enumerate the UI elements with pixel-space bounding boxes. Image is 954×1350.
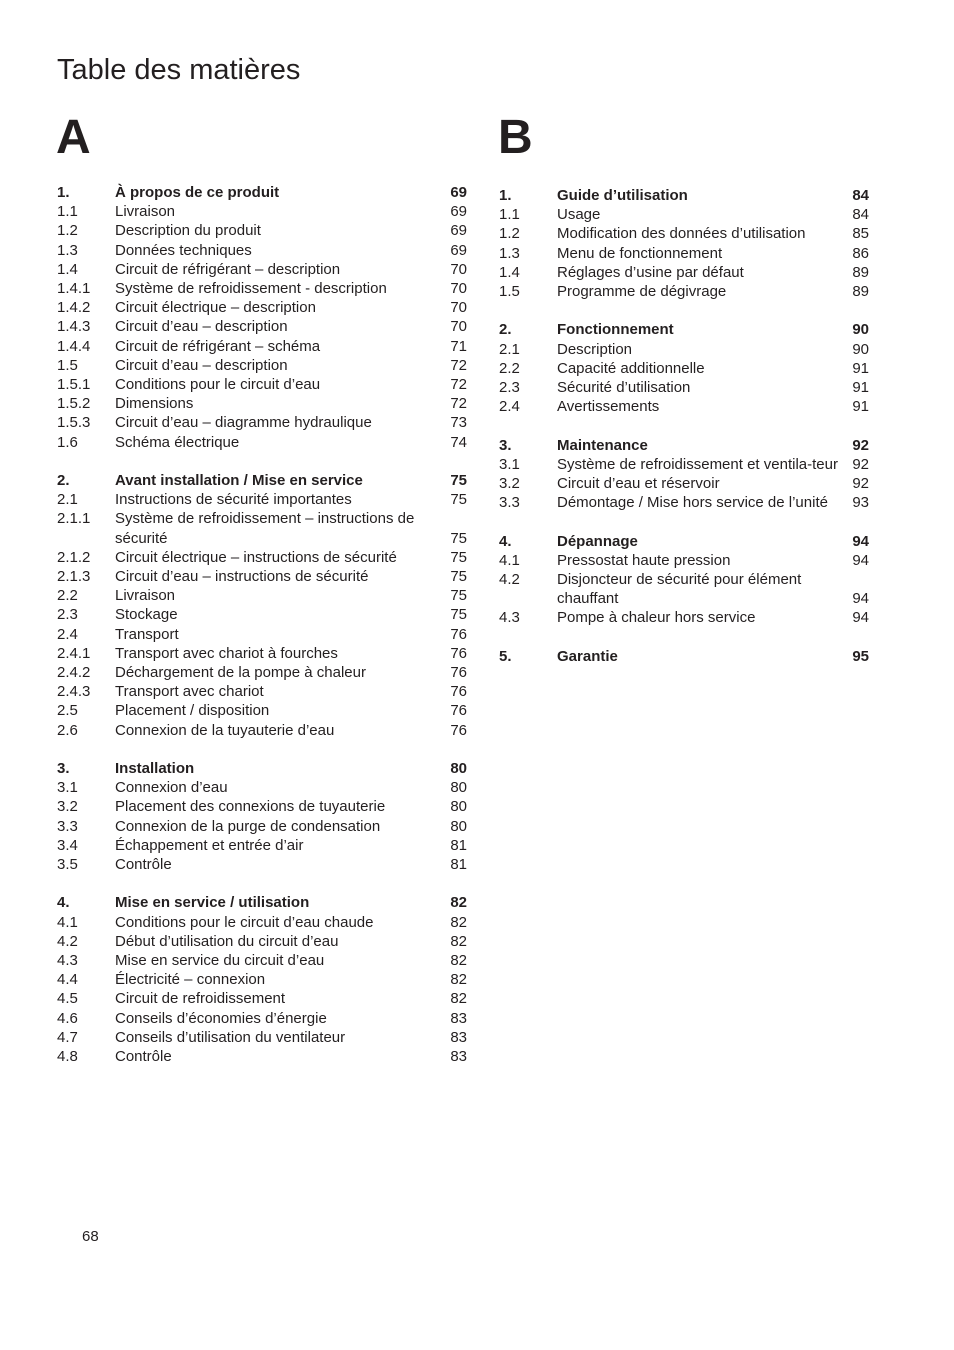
toc-entry[interactable] [57,663,467,682]
toc-entry[interactable] [499,493,869,512]
toc-entry-number: 2.2 [499,359,520,377]
toc-entry-number: 1.3 [57,241,78,259]
toc-entry-page: 69 [450,203,467,221]
toc-entry[interactable] [57,298,467,317]
toc-entry-page: 81 [450,856,467,874]
toc-entry[interactable] [57,605,467,624]
toc-entry[interactable] [57,337,467,356]
toc-entry[interactable] [57,951,467,970]
toc-entry-number: 3. [57,760,70,778]
toc-entry-title: Circuit de refroidissement [115,990,286,1008]
toc-entry-page: 90 [852,340,869,358]
toc-entry-page: 76 [450,702,467,720]
toc-entry-number: 4.3 [57,952,78,970]
toc-entry-number: 2.1 [57,491,78,509]
toc-entry[interactable] [57,413,467,432]
toc-entry[interactable] [57,241,467,260]
toc-section-heading[interactable] [57,183,467,202]
toc-entry[interactable] [57,797,467,816]
toc-entry-number: 4.8 [57,1048,78,1066]
toc-entry-title: Déchargement de la pompe à chaleur [115,664,366,682]
toc-entry-page: 86 [852,244,869,262]
toc-entry[interactable] [57,701,467,720]
toc-entry[interactable] [57,682,467,701]
toc-entry-title: Capacité additionnelle [557,359,705,377]
toc-entry-number: 1. [499,187,512,204]
toc-entry-number: 2. [57,472,70,490]
toc-entry-number: 3.3 [499,494,520,512]
toc-entry-title: Connexion d’eau [115,779,228,797]
toc-entry[interactable] [57,970,467,989]
toc-entry-page: 90 [852,321,869,339]
toc-entry-page: 94 [852,532,869,550]
toc-entry[interactable] [499,359,869,378]
toc-entry-page: 92 [852,475,869,493]
toc-entry-page: 89 [852,263,869,281]
toc-entry-page: 80 [450,817,467,835]
toc-entry[interactable] [499,551,869,570]
toc-entry-number: 4.4 [57,971,78,989]
toc-entry[interactable] [57,778,467,797]
toc-entry-title: Circuit électrique – instructions de sécurité [115,548,397,566]
toc-entry-title: Placement des connexions de tuyauterie [115,798,386,816]
toc-entry-page: 74 [450,433,467,451]
toc-entry-title: Disjoncteur de sécurité pour élément chauffant [557,571,802,608]
toc-entry[interactable] [57,260,467,279]
toc-section [499,647,869,666]
toc-entry-number: 4.1 [57,913,78,931]
toc-entry-page: 69 [450,184,467,201]
toc-entry-number: 2.4.3 [57,683,91,701]
toc-entry-page: 71 [450,337,467,355]
toc-entry-title: Menu de fonctionnement [557,244,723,262]
toc-entry-number: 1.4 [57,260,78,278]
toc-entry-title: Usage [557,206,601,224]
toc-entry-title: Avertissements [557,398,660,416]
toc-section [499,436,869,513]
toc-entry-number: 1.1 [57,203,78,221]
toc-entry-page: 93 [852,494,869,512]
column-letter-b: B [498,111,533,164]
toc-entry-page: 82 [450,971,467,989]
toc-entry[interactable] [499,474,869,493]
toc-entry-title: Transport [115,625,179,643]
toc-entry-number: 3.1 [57,779,78,797]
toc-entry-page: 95 [852,647,869,665]
toc-entry-page: 82 [450,913,467,931]
toc-entry[interactable] [57,548,467,567]
toc-entry-number: 3.2 [57,798,78,816]
toc-entry-number: 1.5.1 [57,376,91,394]
toc-entry-page: 81 [450,836,467,854]
toc-entry-number: 1.4.2 [57,299,91,317]
toc-entry-title: Circuit d’eau et réservoir [557,475,720,493]
toc-entry-title: Placement / disposition [115,702,270,720]
toc-entry[interactable] [57,394,467,413]
toc-entry[interactable] [499,397,869,416]
toc-entry-title: Réglages d’usine par défaut [557,263,744,281]
toc-entry[interactable] [499,244,869,263]
toc-entry-page: 73 [450,414,467,432]
toc-entry-page: 70 [450,318,467,336]
toc-entry-page: 72 [450,356,467,374]
toc-entry[interactable] [57,1047,467,1066]
toc-entry-title: Fonctionnement [557,321,674,339]
toc-column-a [57,183,467,1085]
toc-entry-number: 1.1 [499,206,520,224]
toc-entry[interactable] [57,625,467,644]
toc-entry-number: 1.5.2 [57,395,91,413]
toc-entry-title: Conseils d’utilisation du ventilateur [115,1028,346,1046]
toc-section-heading[interactable] [499,647,869,666]
toc-entry-number: 2.4 [499,398,520,416]
toc-entry-title: Circuit d’eau – description [115,356,288,374]
toc-section [499,186,869,301]
toc-entry-title: Circuit de réfrigérant – schéma [115,337,321,355]
toc-entry-number: 1.4.3 [57,318,91,336]
toc-entry-number: 2.4.2 [57,664,91,682]
toc-entry[interactable] [499,455,869,474]
toc-entry-number: 2.5 [57,702,78,720]
toc-entry[interactable] [499,570,869,608]
toc-section-heading[interactable] [499,436,869,455]
toc-entry-page: 94 [852,609,869,627]
toc-entry-number: 1.5 [499,283,520,301]
toc-entry-number: 4.7 [57,1028,78,1046]
toc-entry-page: 76 [450,625,467,643]
toc-entry-number: 3.4 [57,836,78,854]
toc-entry-page: 70 [450,299,467,317]
toc-entry-title: Avant installation / Mise en service [115,472,363,490]
toc-entry[interactable] [499,205,869,224]
toc-entry-title: Contrôle [115,856,172,874]
toc-entry[interactable] [57,490,467,509]
toc-entry-page: 94 [852,590,869,608]
toc-section-heading[interactable] [499,186,869,205]
column-letter-a: A [56,111,91,164]
toc-section [57,893,467,1066]
toc-entry-title: Échappement et entrée d’air [115,836,304,854]
toc-entry-title: Schéma électrique [115,433,240,451]
toc-entry-number: 2.4.1 [57,644,91,662]
toc-section-heading[interactable] [499,320,869,339]
toc-entry-title: Description du produit [115,222,261,240]
toc-section [57,183,467,452]
toc-entry-title: Livraison [115,587,176,605]
toc-entry-page: 76 [450,664,467,682]
toc-entry-title: Dimensions [115,395,194,413]
toc-entry-number: 1.4.4 [57,337,91,355]
toc-entry-title: Connexion de la purge de condensation [115,817,381,835]
toc-entry[interactable] [57,817,467,836]
toc-entry[interactable] [499,224,869,243]
toc-entry[interactable] [57,509,467,547]
toc-entry-title: Circuit d’eau – instructions de sécurité [115,568,369,586]
toc-entry-page: 94 [852,551,869,569]
toc-entry-number: 2.1.3 [57,568,91,586]
toc-entry-number: 3.1 [499,455,520,473]
toc-entry-title: Données techniques [115,241,252,259]
toc-entry[interactable] [57,932,467,951]
toc-section [57,471,467,740]
toc-entry-number: 1. [57,184,70,201]
toc-entry[interactable] [57,989,467,1008]
toc-column-b [499,186,869,685]
toc-entry-title: Dépannage [557,532,638,550]
toc-entry-page: 82 [450,894,467,912]
toc-entry-number: 2.3 [57,606,78,624]
toc-entry-title: Mise en service / utilisation [115,894,310,912]
toc-entry-number: 1.3 [499,244,520,262]
toc-entry-page: 82 [450,952,467,970]
toc-entry-title: Contrôle [115,1048,172,1066]
toc-entry-number: 3.3 [57,817,78,835]
toc-entry-number: 2.1.1 [57,510,91,528]
toc-entry-page: 76 [450,683,467,701]
toc-entry-title: Conditions pour le circuit d’eau chaude [115,913,374,931]
toc-entry-page: 75 [450,472,467,490]
toc-entry[interactable] [57,433,467,452]
toc-entry[interactable] [57,221,467,240]
toc-entry-page: 92 [852,455,869,473]
toc-entry-page: 80 [450,798,467,816]
toc-section-heading[interactable] [499,532,869,551]
toc-entry-title: Électricité – connexion [115,971,266,989]
toc-entry-title: Circuit de réfrigérant – description [115,260,341,278]
footer-page-number: 68 [82,1228,99,1245]
toc-entry-title: Circuit d’eau – diagramme hydraulique [115,414,372,432]
toc-entry-number: 1.2 [499,225,520,243]
toc-entry-page: 85 [852,225,869,243]
toc-entry-number: 1.4 [499,263,520,281]
toc-section [499,532,869,628]
toc-entry-page: 91 [852,379,869,397]
toc-section [499,320,869,416]
toc-entry-title: Système de refroidissement – instructions de sécurité [115,510,415,547]
toc-entry-title: Système de refroidissement - description [115,280,387,298]
toc-entry-page: 76 [450,721,467,739]
toc-entry[interactable] [499,340,869,359]
toc-entry-title: Démontage / Mise hors service de l’unité [557,494,828,512]
toc-entry-page: 89 [852,283,869,301]
toc-entry-number: 4.6 [57,1009,78,1027]
toc-entry-number: 1.5 [57,356,78,374]
toc-entry-number: 2.4 [57,625,78,643]
toc-entry-number: 2.3 [499,379,520,397]
toc-entry-title: Description [557,340,633,358]
toc-entry-page: 75 [450,548,467,566]
toc-entry-page: 75 [450,606,467,624]
toc-entry-page: 80 [450,779,467,797]
toc-entry-page: 72 [450,395,467,413]
toc-entry-title: Conseils d’économies d’énergie [115,1009,327,1027]
toc-entry-title: Début d’utilisation du circuit d’eau [115,932,339,950]
toc-section-heading[interactable] [57,471,467,490]
toc-entry-page: 83 [450,1048,467,1066]
toc-entry-page: 75 [450,491,467,509]
toc-entry-page: 75 [450,568,467,586]
toc-entry-page: 82 [450,990,467,1008]
toc-entry[interactable] [499,608,869,627]
toc-entry-title: Transport avec chariot [115,683,264,701]
toc-entry[interactable] [57,202,467,221]
toc-entry-page: 91 [852,359,869,377]
toc-entry[interactable] [499,263,869,282]
toc-entry-number: 1.6 [57,433,78,451]
toc-entry-title: Pompe à chaleur hors service [557,609,756,627]
toc-entry-title: Guide d’utilisation [557,187,688,204]
toc-entry[interactable] [57,356,467,375]
toc-entry-page: 69 [450,241,467,259]
toc-entry-title: Livraison [115,203,176,221]
toc-entry-page: 84 [852,187,869,204]
toc-entry-title: Programme de dégivrage [557,283,727,301]
toc-entry-title: Conditions pour le circuit d’eau [115,376,321,394]
toc-entry[interactable] [57,567,467,586]
toc-entry-title: Connexion de la tuyauterie d’eau [115,721,335,739]
toc-entry[interactable] [57,855,467,874]
toc-entry-page: 75 [450,587,467,605]
toc-entry[interactable] [499,378,869,397]
page-title: Table des matières [57,54,301,86]
toc-entry-page: 91 [852,398,869,416]
toc-entry-number: 1.2 [57,222,78,240]
toc-entry[interactable] [57,586,467,605]
toc-entry-number: 3.2 [499,475,520,493]
toc-entry-title: Modification des données d’utilisation [557,225,806,243]
toc-entry[interactable] [57,1028,467,1047]
toc-entry-number: 1.4.1 [57,280,91,298]
toc-entry[interactable] [499,282,869,301]
toc-entry-title: Stockage [115,606,178,624]
toc-entry-page: 70 [450,280,467,298]
toc-entry-number: 5. [499,647,512,665]
toc-entry-number: 4.1 [499,551,520,569]
toc-entry-number: 2.6 [57,721,78,739]
toc-entry-page: 82 [450,932,467,950]
toc-entry-title: Circuit électrique – description [115,299,316,317]
toc-entry-title: Mise en service du circuit d’eau [115,952,325,970]
toc-section-heading[interactable] [57,759,467,778]
toc-entry-number: 4.3 [499,609,520,627]
toc-entry[interactable] [57,279,467,298]
toc-entry-page: 92 [852,436,869,454]
toc-entry-page: 75 [450,529,467,547]
toc-entry-number: 4.5 [57,990,78,1008]
toc-entry-number: 2.1 [499,340,520,358]
toc-entry-title: Installation [115,760,195,778]
toc-entry-title: Garantie [557,647,618,665]
toc-entry-number: 3. [499,436,512,454]
toc-entry[interactable] [57,317,467,336]
toc-section-heading[interactable] [57,893,467,912]
toc-entry-page: 70 [450,260,467,278]
toc-entry-page: 83 [450,1009,467,1027]
toc-entry-title: Transport avec chariot à fourches [115,644,338,662]
toc-entry[interactable] [57,375,467,394]
toc-entry-page: 76 [450,644,467,662]
toc-entry-number: 4. [499,532,512,550]
toc-entry-page: 72 [450,376,467,394]
toc-entry[interactable] [57,644,467,663]
toc-entry[interactable] [57,1009,467,1028]
toc-entry-number: 4. [57,894,70,912]
toc-entry-number: 1.5.3 [57,414,91,432]
toc-entry-number: 3.5 [57,856,78,874]
toc-entry-page: 84 [852,206,869,224]
toc-entry-page: 80 [450,760,467,778]
toc-entry[interactable] [57,913,467,932]
toc-entry-page: 83 [450,1028,467,1046]
toc-entry-title: Pressostat haute pression [557,551,731,569]
toc-entry-title: Circuit d’eau – description [115,318,288,336]
toc-entry-number: 2. [499,321,512,339]
toc-entry-page: 69 [450,222,467,240]
toc-entry[interactable] [57,721,467,740]
toc-entry-number: 2.1.2 [57,548,91,566]
toc-entry-title: À propos de ce produit [115,184,280,201]
toc-entry-title: Maintenance [557,436,648,454]
toc-entry-number: 2.2 [57,587,78,605]
toc-entry-title: Système de refroidissement et ventila-teur [557,455,838,473]
toc-entry[interactable] [57,836,467,855]
toc-entry-number: 4.2 [57,932,78,950]
toc-entry-title: Sécurité d’utilisation [557,379,691,397]
toc-entry-title: Instructions de sécurité importantes [115,491,352,509]
toc-entry-number: 4.2 [499,571,520,589]
toc-section [57,759,467,874]
